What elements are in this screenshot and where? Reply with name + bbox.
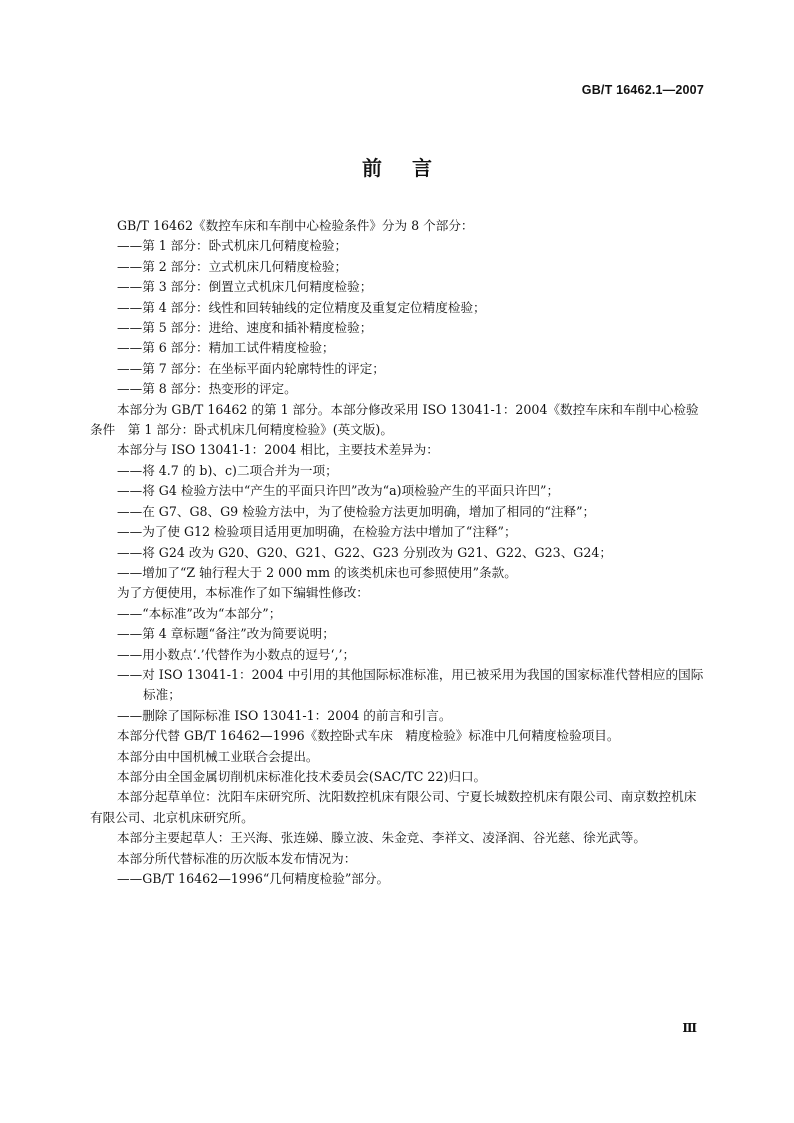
paragraph: 本部分起草单位：沈阳车床研究所、沈阳数控机床有限公司、宁夏长城数控机床有限公司、南京数控机床有限公司、北京机床研究所。 [90,789,697,825]
paragraph: 本部分与 ISO 13041-1：2004 相比，主要技术差异为： [117,442,439,458]
list-item: ——第 5 部分：进给、速度和插补精度检验； [117,320,373,336]
list-item: ——用小数点‘.’代替作为小数点的逗号‘,’； [117,646,356,662]
list-item: ——第 6 部分：精加工试件精度检验； [117,340,335,356]
document-body [90,216,707,889]
paragraph: 为了方便使用，本标准作了如下编辑性修改： [117,585,369,601]
paragraph: 本部分代替 GB/T 16462—1996《数控卧式车床 精度检验》标准中几何精度检验项目。 [117,728,620,744]
list-item: ——第 4 部分：线性和回转轴线的定位精度及重复定位精度检验； [117,299,486,315]
list-item: ——对 ISO 13041-1：2004 中引用的其他国际标准标准，用已被采用为我国的国家标准代替相应的国际标准； [117,666,704,703]
list-item: ——“本标准”改为“本部分”； [117,605,282,621]
list-item: ——增加了“Z 轴行程大于 2 000 mm 的该类机床也可参照使用”条款。 [117,564,517,580]
paragraph: 本部分由中国机械工业联合会提出。 [117,748,319,764]
paragraph: 本部分所代替标准的历次版本发布情况为： [117,850,357,866]
list-item: ——第 1 部分：卧式机床几何精度检验； [117,238,348,254]
list-item: ——第 7 部分：在坐标平面内轮廓特性的评定； [117,360,385,376]
list-item: ——将 G4 检验方法中“产生的平面只许凹”改为“a)项检验产生的平面只许凹”； [117,483,560,499]
standard-code: GB/T 16462.1—2007 [581,83,704,97]
list-item: ——为了使 G12 检验项目适用更加明确，在检验方法中增加了“注释”； [117,524,517,540]
list-item: ——第 2 部分：立式机床几何精度检验； [117,258,348,274]
list-item: ——删除了国际标准 ISO 13041-1：2004 的前言和引言。 [117,707,452,723]
page-number: Ⅲ [682,1021,697,1035]
list-item: ——将 G24 改为 G20、G20、G21、G22、G23 分别改为 G21、G22、G23、G24； [117,544,612,560]
paragraph: 本部分主要起草人：王兴海、张连娣、滕立波、朱金竞、李祥文、凌泽润、谷光慈、徐光武等。 [117,830,646,846]
page-title: 前言 [362,156,462,180]
list-item: ——GB/T 16462—1996“几何精度检验”部分。 [117,871,390,886]
list-item: ——第 3 部分：倒置立式机床几何精度检验； [117,279,373,295]
list-item: ——第 8 部分：热变形的评定。 [117,381,297,397]
paragraph: 本部分为 GB/T 16462 的第 1 部分。本部分修改采用 ISO 13041-1：2004《数控车床和车削中心检验条件 第 1 部分：卧式机床几何精度检验》(英文版)。 [90,401,699,438]
paragraph: GB/T 16462《数控车床和车削中心检验条件》分为 8 个部分： [117,218,474,233]
list-item: ——将 4.7 的 b)、c)二项合并为一项； [117,462,338,478]
paragraph: 本部分由全国金属切削机床标准化技术委员会(SAC/TC 22)归口。 [117,768,487,784]
list-item: ——在 G7、G8、G9 检验方法中，为了使检验方法更加明确，增加了相同的“注释”； [117,503,596,519]
list-item: ——第 4 章标题“备注”改为简要说明； [117,626,335,642]
